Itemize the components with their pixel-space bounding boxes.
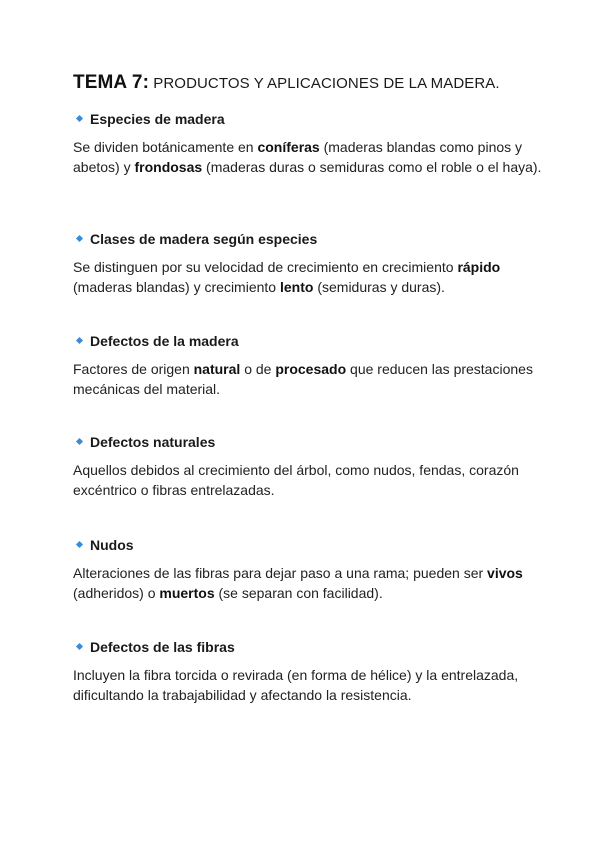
section-heading-label: Nudos (90, 537, 134, 553)
section-heading (77, 110, 543, 128)
section-heading-label: Defectos de la madera (90, 333, 239, 349)
section-paragraph (73, 564, 543, 603)
diamond-bullet-icon (76, 438, 83, 445)
bold-term: coníferas (257, 139, 320, 155)
text-run: (se separan con facilidad). (214, 584, 383, 601)
text-run: (maderas blandas como pinos y abetos) y (73, 139, 523, 175)
text-run: (maderas duras o semiduras como el roble o el haya). (202, 158, 542, 175)
section-especies (73, 110, 543, 177)
bold-term: natural (193, 361, 241, 377)
text-run: Se distinguen por su velocidad de crecimiento en crecimiento (73, 259, 458, 275)
section-heading-label: Defectos naturales (90, 434, 216, 450)
section-heading (77, 230, 543, 248)
section-heading (77, 332, 543, 350)
bold-term: rápido (457, 259, 501, 275)
section-paragraph (73, 138, 543, 177)
section-heading (77, 433, 543, 451)
diamond-bullet-icon (76, 235, 83, 242)
title-text: PRODUCTOS Y APLICACIONES DE LA MADERA. (149, 75, 500, 92)
bold-term: lento (279, 278, 314, 295)
section-heading-label: Especies de madera (90, 111, 225, 127)
page-title (73, 72, 500, 94)
bold-term: procesado (275, 361, 347, 377)
section-paragraph (73, 666, 543, 705)
text-run: Alteraciones de las fibras para dejar paso a una rama; pueden ser (73, 565, 488, 581)
bold-term: muertos (159, 584, 215, 601)
text-run: (semiduras y duras). (313, 278, 445, 295)
section-defectos-fibras (73, 638, 543, 705)
section-paragraph (73, 258, 543, 297)
section-paragraph (73, 360, 543, 399)
text-run: Incluyen la fibra torcida o revirada (en forma de hélice) y la entrelazada, dificultando la trabajabilidad y afectando la resistencia. (73, 667, 519, 703)
title-lead: TEMA 7: (73, 72, 149, 93)
text-run: o de (240, 361, 276, 377)
diamond-bullet-icon (76, 541, 83, 548)
section-defectos-madera (73, 332, 543, 399)
text-run: (maderas blandas) y crecimiento (73, 278, 280, 295)
section-paragraph (73, 461, 543, 500)
bold-term: vivos (487, 565, 523, 581)
text-run: Se dividen botánicamente en (73, 139, 258, 155)
section-heading (77, 536, 543, 554)
section-clases (73, 230, 543, 297)
text-run: (adheridos) o (73, 584, 160, 601)
section-nudos (73, 536, 543, 603)
diamond-bullet-icon (76, 337, 83, 344)
bold-term: frondosas (134, 158, 203, 175)
diamond-bullet-icon (76, 115, 83, 122)
section-heading (77, 638, 543, 656)
text-run: Aquellos debidos al crecimiento del árbol, como nudos, fendas, corazón excéntrico o fibras entrelazadas. (73, 462, 519, 498)
diamond-bullet-icon (76, 643, 83, 650)
section-defectos-naturales (73, 433, 543, 500)
text-run: que reducen las prestaciones mecánicas del material. (73, 361, 533, 397)
text-run: Factores de origen (73, 361, 194, 377)
section-heading-label: Defectos de las fibras (90, 639, 235, 655)
section-heading-label: Clases de madera según especies (90, 231, 318, 247)
